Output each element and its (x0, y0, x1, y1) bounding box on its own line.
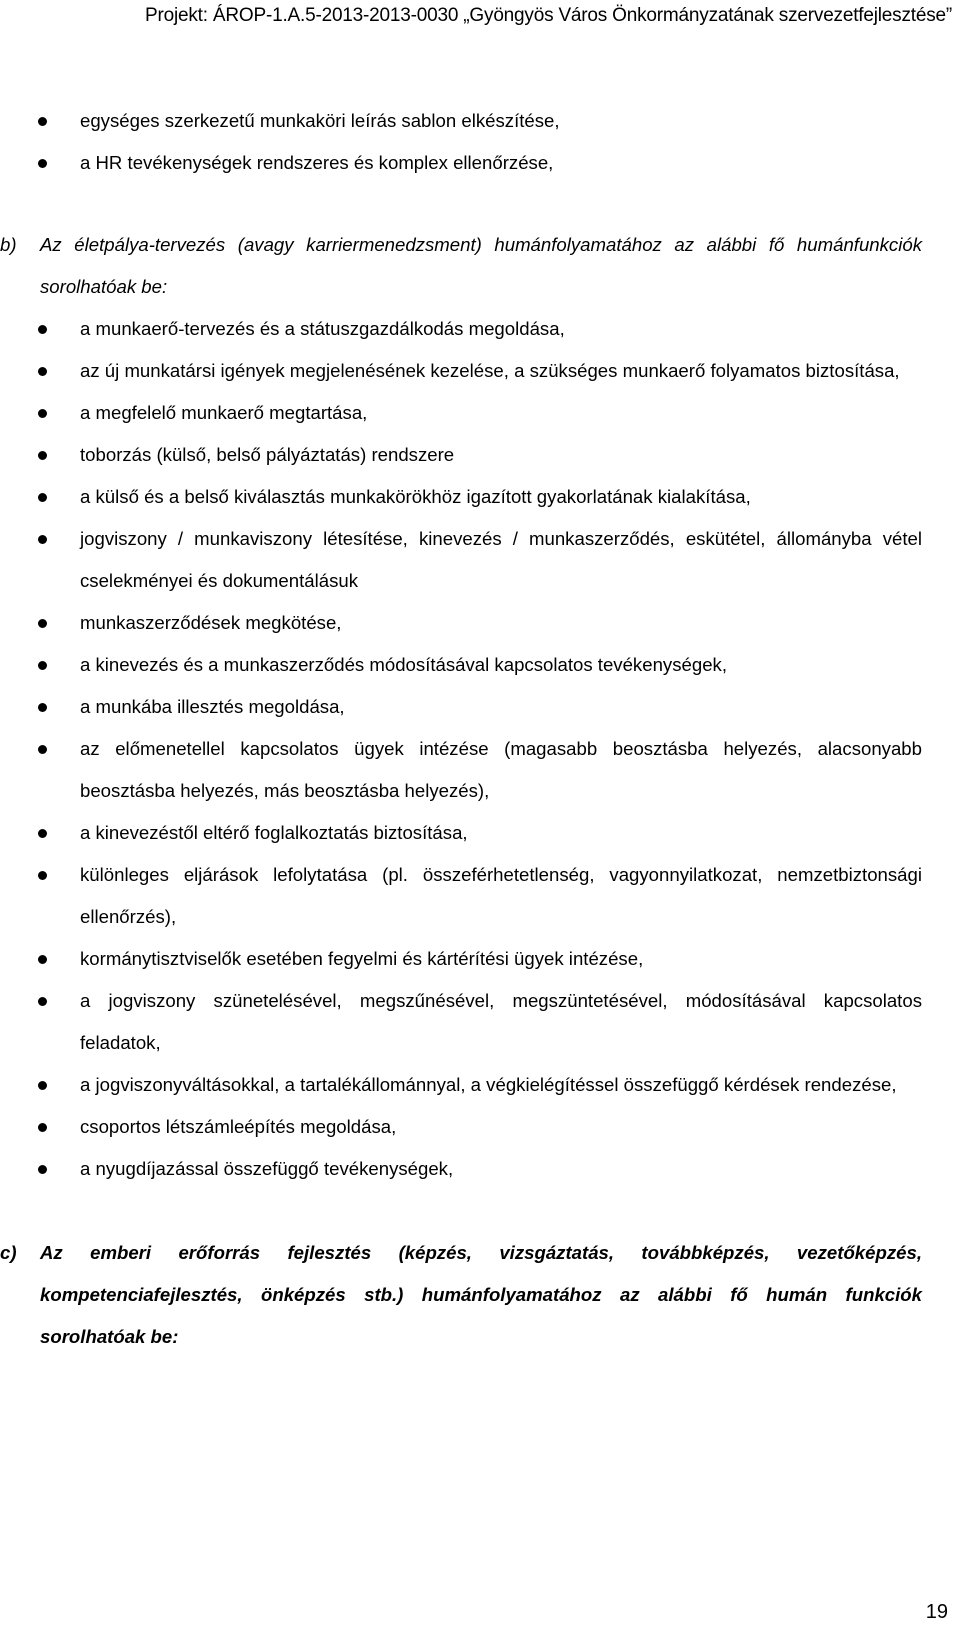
bullet-icon (38, 1165, 47, 1174)
section-b (0, 224, 922, 1190)
bullet-icon (38, 871, 47, 880)
section-c-label: c) (0, 1242, 17, 1263)
list-item: a kinevezéstől eltérő foglalkoztatás biztosítása, (0, 812, 922, 854)
section-c-heading (0, 1232, 922, 1358)
list-item: toborzás (külső, belső pályáztatás) rendszere (0, 434, 922, 476)
list-item: a munkaerő-tervezés és a státuszgazdálkodás megoldása, (0, 308, 922, 350)
list-item: a jogviszonyváltásokkal, a tartalékállománnyal, a végkielégítéssel összefüggő kérdések rendezése, (0, 1064, 922, 1106)
section-b-label: b) (0, 234, 17, 255)
section-b-heading (0, 224, 922, 308)
list-item: a külső és a belső kiválasztás munkakörökhöz igazított gyakorlatának kialakítása, (0, 476, 922, 518)
list-item: különleges eljárások lefolytatása (pl. összeférhetetlenség, vagyonnyilatkozat, nemzetbiztonsági ellenőrzés), (0, 854, 922, 938)
bullet-icon (38, 745, 47, 754)
bullet-icon (38, 829, 47, 838)
bullet-icon (38, 367, 47, 376)
bullet-icon (38, 661, 47, 670)
list-item: kormánytisztviselők esetében fegyelmi és kártérítési ügyek intézése, (0, 938, 922, 980)
bullet-icon (38, 493, 47, 502)
list-item: az előmenetellel kapcsolatos ügyek intézése (magasabb beosztásba helyezés, alacsonyabb beosztásba helyezés, más beosztásba helyezés), (0, 728, 922, 812)
list-item: a munkába illesztés megoldása, (0, 686, 922, 728)
bullet-list-b (0, 308, 922, 1190)
bullet-icon (38, 703, 47, 712)
list-item: egységes szerkezetű munkaköri leírás sablon elkészítése, (0, 100, 922, 142)
list-item: a kinevezés és a munkaszerződés módosításával kapcsolatos tevékenységek, (0, 644, 922, 686)
list-item: csoportos létszámleépítés megoldása, (0, 1106, 922, 1148)
bullet-icon (38, 159, 47, 168)
document-body (0, 100, 922, 1358)
bullet-icon (38, 955, 47, 964)
bullet-icon (38, 117, 47, 126)
page-number: 19 (925, 1601, 948, 1623)
bullet-list-top (0, 100, 922, 184)
bullet-icon (38, 1081, 47, 1090)
bullet-icon (38, 619, 47, 628)
list-item: a jogviszony szünetelésével, megszűnésével, megszüntetésével, módosításával kapcsolatos feladatok, (0, 980, 922, 1064)
page-header: Projekt: ÁROP-1.A.5-2013-2013-0030 „Gyöngyös Város Önkormányzatának szervezetfejlesztése” (145, 5, 952, 26)
section-b-title: Az életpálya-tervezés (avagy karriermenedzsment) humánfolyamatához az alábbi fő humánfunkciók sorolhatóak be: (40, 234, 922, 297)
list-item: a megfelelő munkaerő megtartása, (0, 392, 922, 434)
bullet-icon (38, 535, 47, 544)
list-item: az új munkatársi igények megjelenésének kezelése, a szükséges munkaerő folyamatos biztosítása, (0, 350, 922, 392)
section-c (0, 1232, 922, 1358)
section-c-title: Az emberi erőforrás fejlesztés (képzés, vizsgáztatás, továbbképzés, vezetőképzés, kompetenciafejlesztés, önképzés stb.) humánfolyamatához az alábbi fő humán funkciók sorolhatóak be: (40, 1242, 922, 1347)
list-item: a HR tevékenységek rendszeres és komplex ellenőrzése, (0, 142, 922, 184)
bullet-icon (38, 1123, 47, 1132)
bullet-icon (38, 409, 47, 418)
bullet-icon (38, 325, 47, 334)
bullet-icon (38, 997, 47, 1006)
list-item: jogviszony / munkaviszony létesítése, kinevezés / munkaszerződés, eskütétel, állományba vétel cselekményei és dokumentálásuk (0, 518, 922, 602)
list-item: munkaszerződések megkötése, (0, 602, 922, 644)
list-item: a nyugdíjazással összefüggő tevékenységek, (0, 1148, 922, 1190)
bullet-icon (38, 451, 47, 460)
